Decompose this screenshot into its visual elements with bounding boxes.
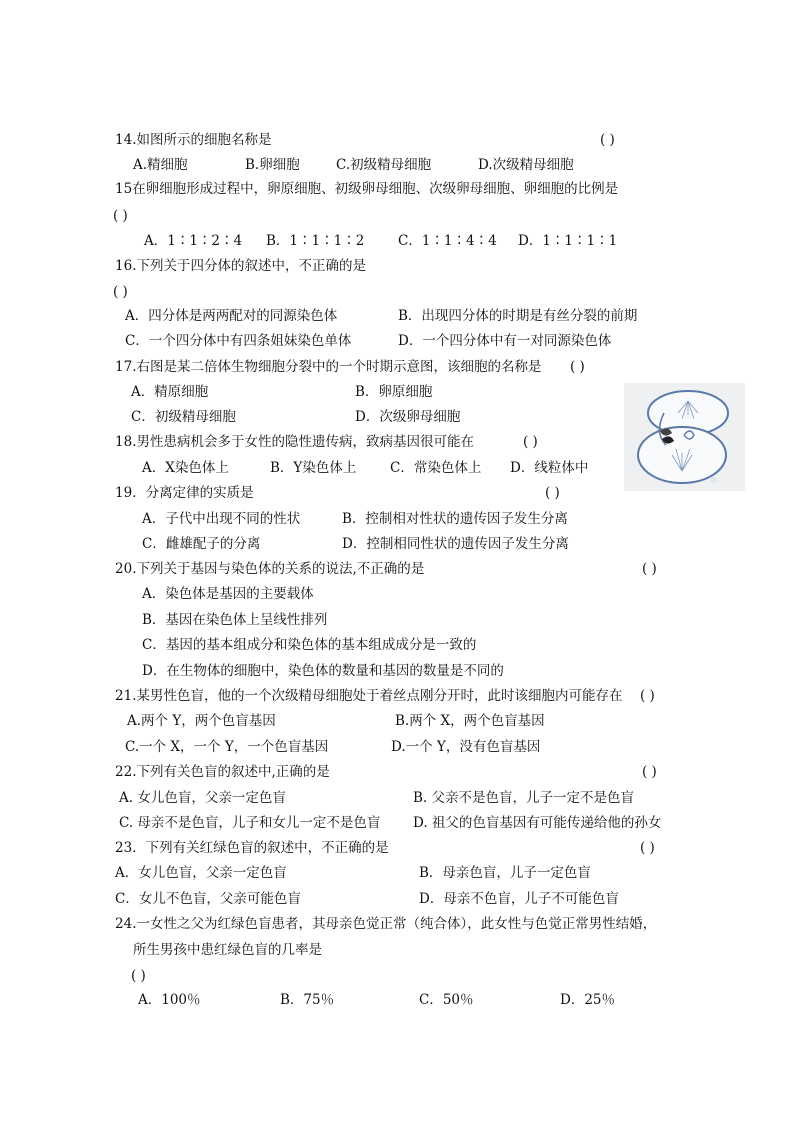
option-b: B．基因在染色体上呈线性排列 [142,612,328,628]
svg-text:中: 中 [710,477,717,485]
answer-paren: ( ) [640,840,655,856]
option-a: A．染色体是基因的主要载体 [142,586,314,602]
option-c: C．初级精母细胞 [131,409,236,425]
option-d: D．1∶1∶1∶1 [518,233,618,249]
question-stem: .右图是某二倍体生物细胞分裂中的一个时期示意图，该细胞的名称是 [132,359,542,375]
answer-paren: ( ) [642,764,657,780]
option-a: A. 女儿色盲，父亲一定色盲 [119,790,286,806]
question-stem: .如图所示的细胞名称是 [132,132,272,148]
option-a: A.精细胞 [133,157,188,173]
question-number: 21 [115,688,133,704]
question-stem: .一女性之父为红绿色盲患者，其母亲色觉正常（纯合体），此女性与色觉正常男性结婚， [132,916,657,932]
option-c: C.初级精母细胞 [336,157,432,173]
question-stem: .某男性色盲，他的一个次级精母细胞处于着丝点刚分开时，此时该细胞内可能存在 [132,688,623,704]
option-d: D．母亲不色盲，儿子不可能色盲 [419,891,619,907]
option-d: D．25％ [560,992,616,1008]
option-b: B.卵细胞 [245,157,300,173]
answer-paren: ( ) [131,968,146,984]
answer-paren: ( ) [545,485,560,501]
option-b: B．75％ [280,992,335,1008]
option-d: D.一个 Y，没有色盲基因 [391,739,541,755]
cell-division-diagram-icon [624,383,745,491]
answer-paren: ( ) [523,434,538,450]
answer-paren: ( ) [642,561,657,577]
question-stem: .下列关于基因与染色体的关系的说法,不正确的是 [132,561,425,577]
option-b: B.两个 X，两个色盲基因 [395,713,545,729]
option-a: A．女儿色盲，父亲一定色盲 [115,865,287,881]
question-number: 14 [115,132,133,148]
option-a: A．1∶1∶2∶4 [144,233,243,249]
option-a: A.两个 Y，两个色盲基因 [127,713,276,729]
question-number: 16 [115,258,133,274]
answer-paren: ( ) [570,359,585,375]
option-b: B．1∶1∶1∶2 [266,233,365,249]
option-a: A．X染色体上 [142,460,229,476]
option-b: B．母亲色盲，儿子一定色盲 [419,865,591,881]
question-number: 23 [115,840,133,856]
answer-paren: ( ) [113,208,128,224]
question-number: 22 [115,764,133,780]
question-stem: .男性患病机会多于女性的隐性遗传病，致病基因很可能在 [132,434,474,450]
option-d: D．一个四分体中有一对同源染色体 [398,333,612,349]
question-number: 17 [115,359,133,375]
option-d: D．次级卵母细胞 [355,409,461,425]
question-stem: ．分离定律的实质是 [132,485,254,501]
answer-paren: ( ) [640,688,655,704]
option-c: C．雌雄配子的分离 [142,536,261,552]
option-c: C．1∶1∶4∶4 [398,233,497,249]
question-number: 20 [115,561,133,577]
question-stem: 在卵细胞形成过程中，卵原细胞、初级卵母细胞、次级卵母细胞、卵细胞的比例是 [132,181,619,197]
question-stem: .下列有关色盲的叙述中,正确的是 [132,764,330,780]
option-d: D．在生物体的细胞中，染色体的数量和基因的数量是不同的 [142,663,504,679]
option-c: C.一个 X，一个 Y，一个色盲基因 [125,739,329,755]
option-c: C．50％ [419,992,474,1008]
option-c: C．女儿不色盲，父亲可能色盲 [115,891,301,907]
option-a: A．精原细胞 [131,384,209,400]
option-a: A．四分体是两两配对的同源染色体 [125,308,338,324]
question-number: 24 [115,916,133,932]
question-number: 15 [115,181,133,197]
option-b: B．Y染色体上 [270,460,357,476]
option-c: C．常染色体上 [390,460,482,476]
option-a: A．100％ [138,992,201,1008]
question-stem-continued: 所生男孩中患红绿色盲的几率是 [133,942,322,958]
option-d: D.次级精母细胞 [478,157,574,173]
option-b: B．控制相对性状的遗传因子发生分离 [342,511,568,527]
option-c: C. 母亲不是色盲，儿子和女儿一定不是色盲 [119,815,381,831]
answer-paren: ( ) [113,284,128,300]
option-b: B．出现四分体的时期是有丝分裂的前期 [398,308,638,324]
question-stem: .下列关于四分体的叙述中，不正确的是 [132,258,366,274]
option-b: B. 父亲不是色盲，儿子一定不是色盲 [413,790,635,806]
option-b: B．卵原细胞 [355,384,433,400]
option-d: D. 祖父的色盲基因有可能传递给他的孙女 [413,815,662,831]
question-stem: ．下列有关红绿色盲的叙述中，不正确的是 [132,840,389,856]
option-d: D．线粒体中 [510,460,589,476]
question-number: 19 [115,485,133,501]
option-c: C．一个四分体中有四条姐妹染色单体 [125,333,352,349]
question-number: 18 [115,434,133,450]
option-a: A．子代中出现不同的性状 [142,511,301,527]
cell-division-figure [624,383,745,491]
answer-paren: ( ) [600,132,615,148]
option-c: C．基因的基本组成分和染色体的基本组成成分是一致的 [142,637,477,653]
option-d: D．控制相同性状的遗传因子发生分离 [342,536,569,552]
